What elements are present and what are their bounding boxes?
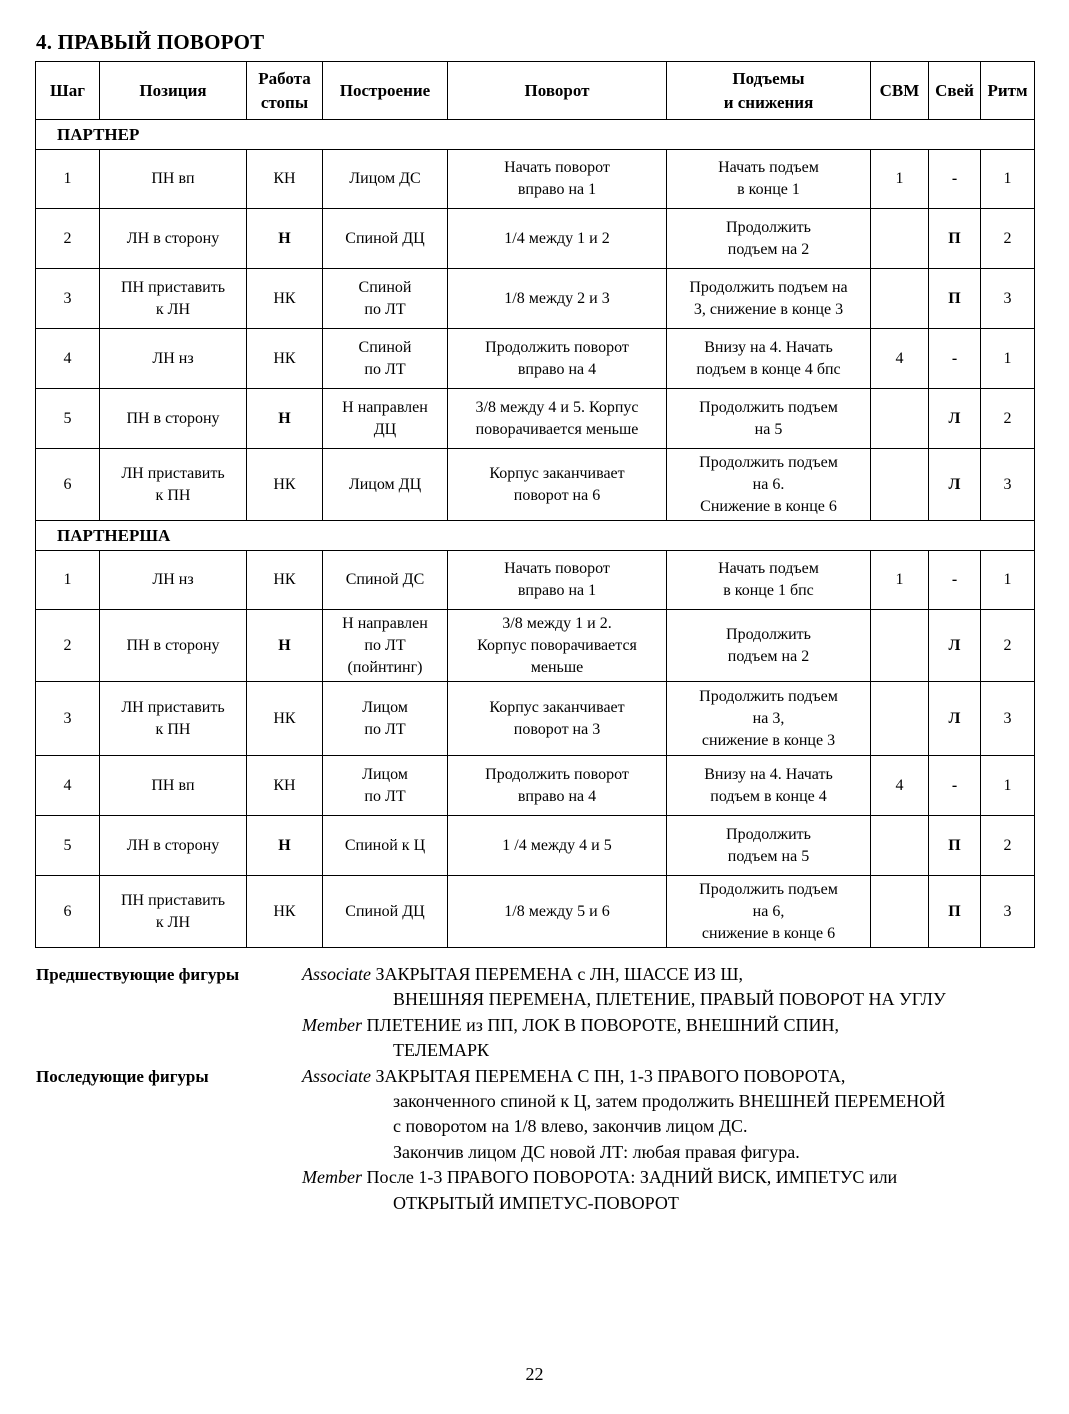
cell-footwork: КН — [247, 150, 323, 209]
entry-continuation: с поворотом на 1/8 влево, закончив лицом ДС. — [393, 1116, 748, 1137]
cell-position: ПН в сторону — [100, 389, 247, 449]
cell-rise-fall: Внизу на 4. Начать подъем в конце 4 — [667, 756, 871, 816]
section-row — [36, 120, 1035, 150]
page-number: 22 — [525, 1364, 544, 1384]
cell-footwork: НК — [247, 269, 323, 329]
cell-cbm: 1 — [871, 150, 929, 209]
cell-turn: Начать поворот вправо на 1 — [448, 150, 667, 209]
cell-turn: Корпус заканчивает поворот на 3 — [448, 682, 667, 756]
cell-alignment: Спиной ДЦ — [323, 209, 448, 269]
col-header-cbm: СВМ — [871, 62, 929, 120]
cell-cbm — [871, 209, 929, 269]
cell-rise-fall: Продолжить подъем на 2 — [667, 610, 871, 682]
cell-alignment: Спиной к Ц — [323, 816, 448, 876]
table-row — [36, 389, 1035, 449]
cell-rhythm: 1 — [981, 150, 1035, 209]
cell-alignment: Лицом по ЛТ — [323, 756, 448, 816]
cell-rise-fall: Продолжить подъем на 6, снижение в конце 6 — [667, 876, 871, 948]
cell-step: 5 — [36, 816, 100, 876]
cell-alignment: Н направлен по ЛТ (пойнтинг) — [323, 610, 448, 682]
table-header-row — [36, 62, 1035, 120]
table-row — [36, 209, 1035, 269]
cell-rise-fall: Внизу на 4. Начать подъем в конце 4 бпс — [667, 329, 871, 389]
following-entry — [302, 1064, 1036, 1166]
cell-footwork: НК — [247, 449, 323, 521]
cell-position: ЛН приставить к ПН — [100, 682, 247, 756]
cell-footwork: Н — [247, 209, 323, 269]
cell-position: ПН приставить к ЛН — [100, 269, 247, 329]
cell-rise-fall: Продолжить подъем на 5 — [667, 389, 871, 449]
cell-turn: Продолжить поворот вправо на 4 — [448, 756, 667, 816]
cell-sway: Л — [929, 389, 981, 449]
cell-rhythm: 2 — [981, 209, 1035, 269]
cell-step: 3 — [36, 682, 100, 756]
cell-turn: 1/8 между 5 и 6 — [448, 876, 667, 948]
cell-alignment: Спиной по ЛТ — [323, 269, 448, 329]
entry-continuation: ВНЕШНЯЯ ПЕРЕМЕНА, ПЛЕТЕНИЕ, ПРАВЫЙ ПОВОРОТ НА УГЛУ — [393, 989, 946, 1010]
cell-turn: 3/8 между 4 и 5. Корпус поворачивается меньше — [448, 389, 667, 449]
cell-position: ЛН в сторону — [100, 816, 247, 876]
cell-rise-fall: Продолжить подъем на 3, снижение в конце 3 — [667, 269, 871, 329]
section-title: ПАРТНЕР — [36, 120, 1035, 150]
cell-sway: П — [929, 269, 981, 329]
col-header-rhythm: Ритм — [981, 62, 1035, 120]
cell-step: 4 — [36, 756, 100, 816]
entry-keyword: Associate — [302, 1065, 371, 1086]
cell-rhythm: 3 — [981, 682, 1035, 756]
cell-position: ПН в сторону — [100, 610, 247, 682]
table-body — [36, 120, 1035, 948]
cell-cbm — [871, 876, 929, 948]
table-row — [36, 150, 1035, 209]
cell-step: 6 — [36, 449, 100, 521]
col-header-turn: Поворот — [448, 62, 667, 120]
table-row — [36, 756, 1035, 816]
cell-cbm: 1 — [871, 551, 929, 610]
cell-turn: Начать поворот вправо на 1 — [448, 551, 667, 610]
cell-rhythm: 2 — [981, 816, 1035, 876]
cell-turn: 1/4 между 1 и 2 — [448, 209, 667, 269]
cell-step: 3 — [36, 269, 100, 329]
cell-alignment: Лицом ДС — [323, 150, 448, 209]
table-row — [36, 682, 1035, 756]
cell-alignment: Спиной по ЛТ — [323, 329, 448, 389]
cell-step: 6 — [36, 876, 100, 948]
cell-alignment: Спиной ДС — [323, 551, 448, 610]
cell-sway: - — [929, 551, 981, 610]
cell-step: 2 — [36, 610, 100, 682]
table-row — [36, 329, 1035, 389]
cell-sway: - — [929, 756, 981, 816]
cell-alignment: Лицом по ЛТ — [323, 682, 448, 756]
cell-position: ЛН в сторону — [100, 209, 247, 269]
cell-turn: Продолжить поворот вправо на 4 — [448, 329, 667, 389]
cell-rise-fall: Продолжить подъем на 2 — [667, 209, 871, 269]
section-row — [36, 521, 1035, 551]
cell-position: ЛН нз — [100, 551, 247, 610]
preceding-figures-label: Предшествующие фигуры — [36, 965, 240, 984]
entry-continuation: ОТКРЫТЫЙ ИМПЕТУС-ПОВОРОТ — [393, 1192, 679, 1213]
cell-rise-fall: Начать подъем в конце 1 — [667, 150, 871, 209]
cell-rise-fall: Продолжить подъем на 6. Снижение в конце 6 — [667, 449, 871, 521]
col-header-sway: Свей — [929, 62, 981, 120]
cell-rhythm: 3 — [981, 876, 1035, 948]
col-header-position: Позиция — [100, 62, 247, 120]
cell-sway: П — [929, 816, 981, 876]
entry-text: ПЛЕТЕНИЕ из ПП, ЛОК В ПОВОРОТЕ, ВНЕШНИЙ СПИН, — [366, 1014, 840, 1035]
entry-text: ЗАКРЫТАЯ ПЕРЕМЕНА С ПН, 1-3 ПРАВОГО ПОВОРОТА, — [375, 1065, 846, 1086]
preceding-entry — [302, 1013, 1036, 1064]
cell-sway: Л — [929, 682, 981, 756]
table-row — [36, 876, 1035, 948]
related-figures — [36, 962, 1036, 1216]
following-figures — [36, 1064, 1036, 1216]
cell-rhythm: 3 — [981, 449, 1035, 521]
cell-cbm — [871, 269, 929, 329]
entry-continuation: законченного спиной к Ц, затем продолжить ВНЕШНЕЙ ПЕРЕМЕНОЙ — [393, 1091, 946, 1112]
cell-sway: П — [929, 209, 981, 269]
entry-keyword: Member — [302, 1167, 362, 1188]
cell-sway: - — [929, 150, 981, 209]
entry-continuation: Закончив лицом ДС новой ЛТ: любая правая фигура. — [393, 1141, 800, 1162]
entry-text: ЗАКРЫТАЯ ПЕРЕМЕНА с ЛН, ШАССЕ ИЗ Ш, — [375, 964, 743, 984]
cell-sway: - — [929, 329, 981, 389]
cell-cbm — [871, 682, 929, 756]
cell-rhythm: 3 — [981, 269, 1035, 329]
cell-cbm — [871, 610, 929, 682]
cell-footwork: Н — [247, 389, 323, 449]
section-title: ПАРТНЕРША — [36, 521, 1035, 551]
cell-cbm: 4 — [871, 756, 929, 816]
steps-table — [35, 61, 1035, 948]
cell-alignment: Спиной ДЦ — [323, 876, 448, 948]
cell-rhythm: 1 — [981, 756, 1035, 816]
cell-footwork: НК — [247, 329, 323, 389]
cell-step: 1 — [36, 150, 100, 209]
cell-position: ЛН нз — [100, 329, 247, 389]
col-header-step: Шаг — [36, 62, 100, 120]
cell-turn: 3/8 между 1 и 2. Корпус поворачивается меньше — [448, 610, 667, 682]
cell-turn: 1 /4 между 4 и 5 — [448, 816, 667, 876]
entry-continuation: ТЕЛЕМАРК — [393, 1040, 489, 1061]
entry-keyword: Associate — [302, 964, 371, 984]
col-header-rise-fall: Подъемы и снижения — [667, 62, 871, 120]
following-figures-label: Последующие фигуры — [36, 1066, 209, 1086]
cell-footwork: НК — [247, 551, 323, 610]
cell-footwork: Н — [247, 816, 323, 876]
col-header-footwork: Работа стопы — [247, 62, 323, 120]
cell-footwork: НК — [247, 682, 323, 756]
cell-footwork: Н — [247, 610, 323, 682]
cell-rhythm: 2 — [981, 389, 1035, 449]
cell-rise-fall: Продолжить подъем на 5 — [667, 816, 871, 876]
cell-rhythm: 2 — [981, 610, 1035, 682]
cell-cbm: 4 — [871, 329, 929, 389]
cell-step: 2 — [36, 209, 100, 269]
cell-step: 1 — [36, 551, 100, 610]
cell-position: ПН вп — [100, 756, 247, 816]
cell-cbm — [871, 389, 929, 449]
table-row — [36, 610, 1035, 682]
cell-rhythm: 1 — [981, 551, 1035, 610]
cell-sway: Л — [929, 610, 981, 682]
cell-position: ПН вп — [100, 150, 247, 209]
cell-footwork: НК — [247, 876, 323, 948]
entry-text: После 1-3 ПРАВОГО ПОВОРОТА: ЗАДНИЙ ВИСК, ИМПЕТУС или — [366, 1167, 898, 1188]
cell-alignment: Лицом ДЦ — [323, 449, 448, 521]
cell-turn: 1/8 между 2 и 3 — [448, 269, 667, 329]
cell-footwork: КН — [247, 756, 323, 816]
cell-turn: Корпус заканчивает поворот на 6 — [448, 449, 667, 521]
cell-sway: Л — [929, 449, 981, 521]
cell-alignment: Н направлен ДЦ — [323, 389, 448, 449]
cell-position: ЛН приставить к ПН — [100, 449, 247, 521]
entry-keyword: Member — [302, 1014, 362, 1035]
table-row — [36, 269, 1035, 329]
cell-cbm — [871, 816, 929, 876]
cell-rise-fall: Продолжить подъем на 3, снижение в конце 3 — [667, 682, 871, 756]
preceding-entry — [302, 962, 1036, 1013]
table-row — [36, 816, 1035, 876]
cell-rise-fall: Начать подъем в конце 1 бпс — [667, 551, 871, 610]
cell-step: 4 — [36, 329, 100, 389]
cell-position: ПН приставить к ЛН — [100, 876, 247, 948]
preceding-figures — [36, 962, 1036, 1064]
cell-rhythm: 1 — [981, 329, 1035, 389]
following-entry — [302, 1165, 1036, 1216]
table-row — [36, 551, 1035, 610]
cell-step: 5 — [36, 389, 100, 449]
col-header-alignment: Построение — [323, 62, 448, 120]
table-row — [36, 449, 1035, 521]
cell-cbm — [871, 449, 929, 521]
page-title: 4. ПРАВЫЙ ПОВОРОТ — [36, 30, 265, 54]
cell-sway: П — [929, 876, 981, 948]
